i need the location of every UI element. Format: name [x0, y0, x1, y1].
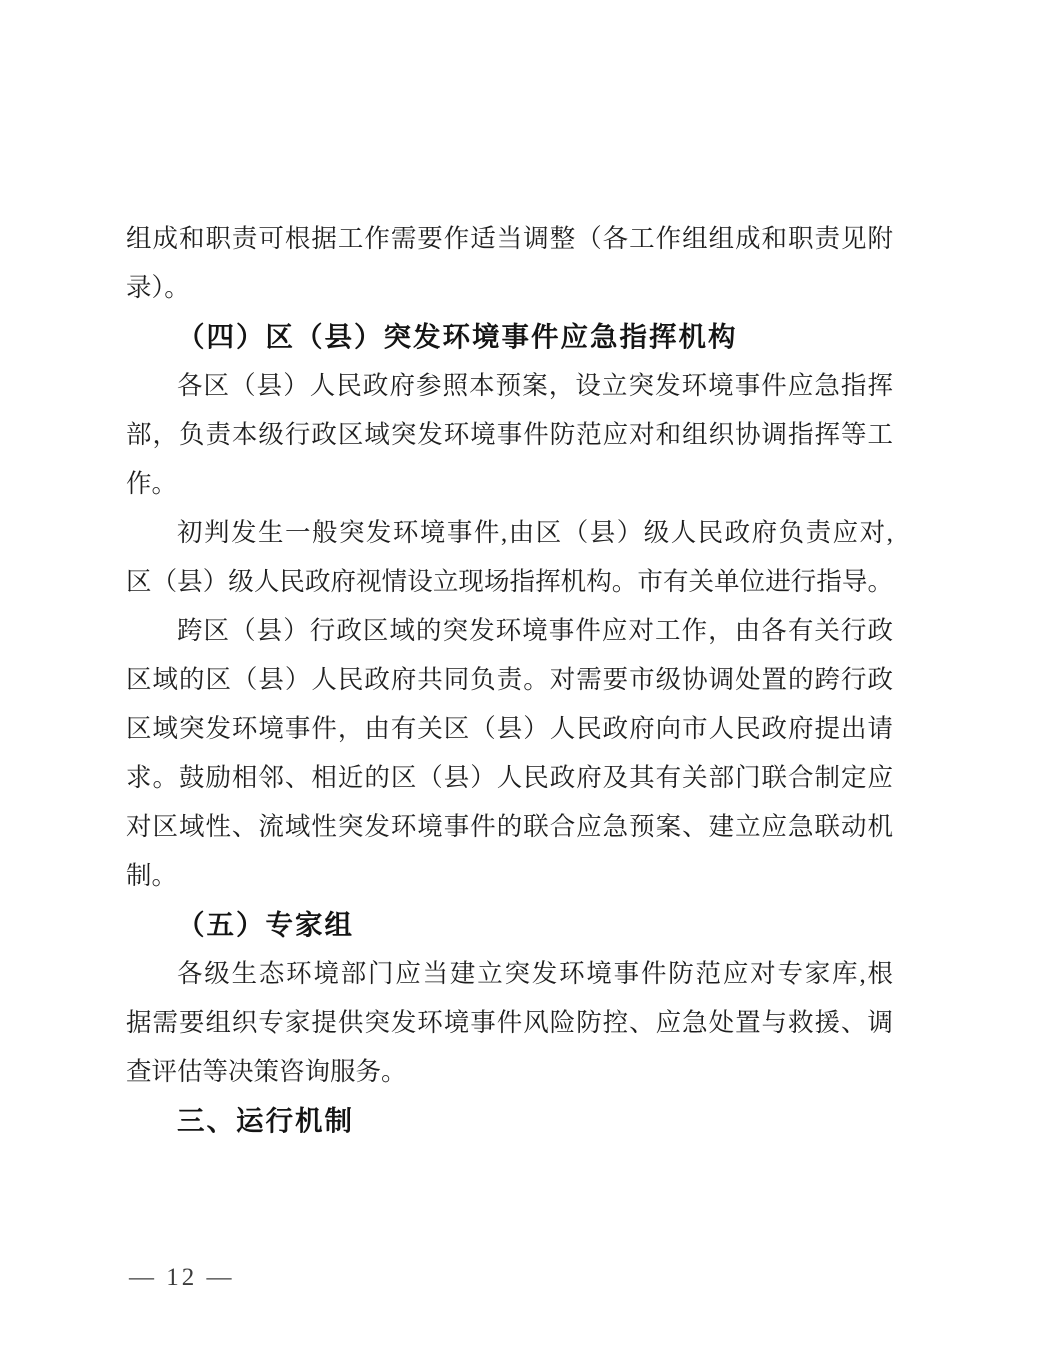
paragraph-line: 对区域性、流域性突发环境事件的联合应急预案、建立应急联动机 [126, 812, 893, 841]
section-heading [126, 312, 893, 361]
paragraph [126, 508, 893, 606]
paragraph-line: 组成和职责可根据工作需要作适当调整（各工作组组成和职责见附 [126, 224, 893, 253]
paragraph-line: 录）。 [126, 273, 190, 302]
page-number: — 12 — [129, 1264, 235, 1291]
paragraph-line: 初判发生一般突发环境事件,由区（县）级人民政府负责应对, [177, 518, 893, 547]
paragraph-line: 求。鼓励相邻、相近的区（县）人民政府及其有关部门联合制定应 [126, 763, 893, 792]
section-heading [126, 1096, 893, 1145]
paragraph-line: 区（县）级人民政府视情设立现场指挥机构。市有关单位进行指导。 [126, 567, 893, 596]
section-heading-line: （四）区（县）突发环境事件应急指挥机构 [177, 321, 738, 352]
paragraph-line: 跨区（县）行政区域的突发环境事件应对工作，由各有关行政 [177, 616, 893, 645]
paragraph [126, 361, 893, 508]
section-heading [126, 900, 893, 949]
paragraph-line: 据需要组织专家提供突发环境事件风险防控、应急处置与救援、调 [126, 1008, 893, 1037]
paragraph-line: 作。 [126, 469, 178, 498]
paragraph [126, 214, 893, 312]
paragraph-line: 查评估等决策咨询服务。 [126, 1057, 407, 1086]
section-heading-line: 三、运行机制 [177, 1105, 354, 1136]
document-body [126, 214, 893, 1145]
paragraph-line: 区域的区（县）人民政府共同负责。对需要市级协调处置的跨行政 [126, 665, 893, 694]
paragraph [126, 949, 893, 1096]
paragraph-line: 部，负责本级行政区域突发环境事件防范应对和组织协调指挥等工 [126, 420, 893, 449]
paragraph-line: 各区（县）人民政府参照本预案，设立突发环境事件应急指挥 [177, 371, 893, 400]
paragraph-line: 各级生态环境部门应当建立突发环境事件防范应对专家库,根 [177, 959, 893, 988]
section-heading-line: （五）专家组 [177, 909, 354, 940]
paragraph-line: 区域突发环境事件，由有关区（县）人民政府向市人民政府提出请 [126, 714, 893, 743]
paragraph [126, 606, 893, 900]
paragraph-line: 制。 [126, 861, 178, 890]
